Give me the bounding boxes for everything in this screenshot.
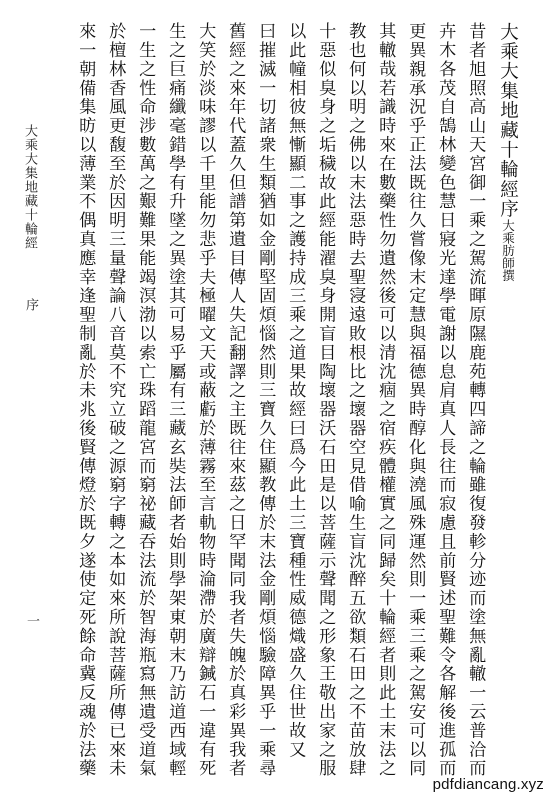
watermark-text: pdfdiancang.xyz xyxy=(432,776,544,793)
text-column-14: 來一朝備集昉以薄業不偶真應幸逢聖制亂於未兆後賢傳燈於既夕遂使定死餘命冀反魂於法藥 xyxy=(75,22,96,778)
margin-title: 大乘大集地藏十輪經 xyxy=(22,124,37,250)
text-column-3: 更異親承況乎正法既往久嘗像末定慧與福德異時醇化與澆風殊運然則一乘三乘之駕安可以同 xyxy=(405,22,426,778)
text-column-10: 大笑於淡味謬以千里能勿悲乎夫極曜文天或蔽虧於薄霧至言軌物時淪滯於廣辯鍼石一違有死 xyxy=(195,22,216,778)
preface-byline: 大乘肪師撰 xyxy=(500,219,516,282)
text-column-13: 於檀林香風更馥至於因明三量聲論八音莫不究立破之源窮字轉之本如來所說菩薩所傳已來未 xyxy=(105,22,126,778)
text-column-4: 其轍哉若識時來在數藥性勿遺然後可以清沈痼之宿疾體權實之同歸矣十輪經者則此土末法之 xyxy=(375,22,396,778)
text-column-5: 教也何以明之佛以末法惡時去聖寖遠敗根比之壞器空見借喻生盲沈醉五欲類石田之不苗放肆 xyxy=(345,22,366,778)
margin-page-number: 一 xyxy=(24,614,39,628)
preface-title-line xyxy=(498,22,517,282)
text-column-2: 卉木各茂自鵠林變色慧日寢光達學電謝以息肩真人長往而寂慮且前賢述聖難令各解後進孤而 xyxy=(435,22,456,778)
text-column-12: 一生之性命涉數萬之艱難果能竭溟渤以索亡珠蹈龍宮而窮祕藏吞法流於智海瓶寫無遺受道氣 xyxy=(135,22,156,778)
text-column-7: 以此幢相彼無慚顯二事之護持成三乘之道果故經曰爲今此土三寶種性威德熾盛久住世故又 xyxy=(285,22,306,760)
text-column-6: 十惡似臭身之垢穢故此經能濯臭身開盲目陶壞器沃石田是以菩薩示聲聞之形象王敬出家之服 xyxy=(315,22,336,778)
preface-title: 大乘大集地藏十輪經序 xyxy=(497,22,519,219)
text-column-9: 舊經之來年代蓋久但譜第遺目傳人失記翻譯之主既往來茲之日罕聞同我者失魄於真彩異我者 xyxy=(225,22,246,778)
text-column-8: 曰摧滅一切諸衆生類猶如金剛堅固煩惱然則三寶久住顯教傳於末法金剛煩惱驗障異乎一乘尋 xyxy=(255,22,276,778)
text-column-1: 昔者旭照高山天宮御一乘之駕流暉原隰鹿苑轉四諦之輪雖復發軫分迹而塗無亂轍一云普洽而 xyxy=(465,22,486,778)
text-column-11: 生之巨痛纖毫錯學有升墜之異塗其可易乎屬有三藏玄奘法師者始則學架東朝末乃訪道西域輕 xyxy=(165,22,186,778)
margin-section: 序 xyxy=(23,298,38,312)
